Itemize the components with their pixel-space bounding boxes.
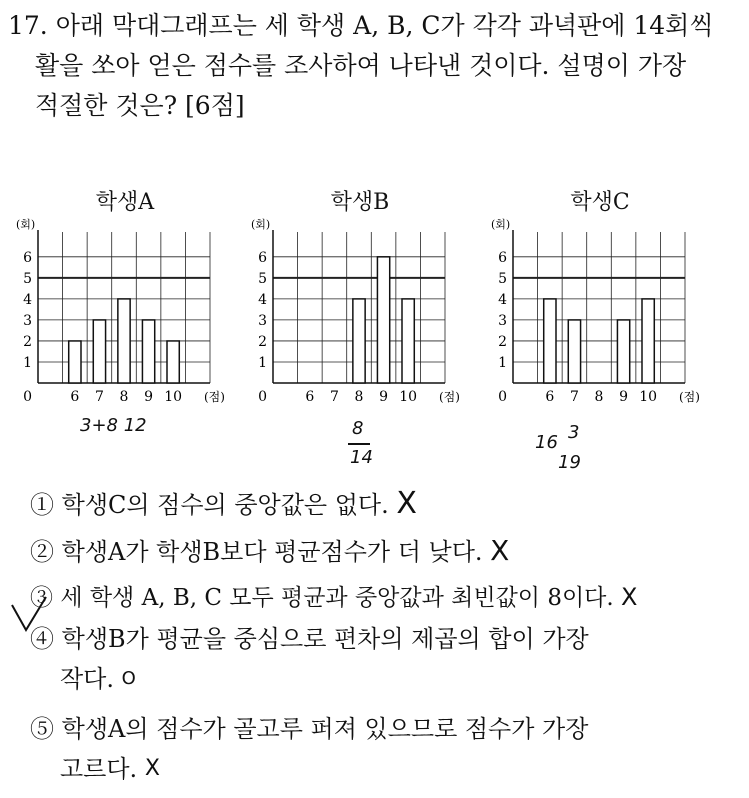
x-unit-label: (점) (204, 390, 225, 404)
y-axis-label: (회) (251, 218, 271, 231)
grading-mark: X (621, 583, 638, 611)
x-unit-label: (점) (439, 390, 460, 404)
bar-10 (402, 299, 414, 383)
option-text: 세 학생 A, B, C 모두 평균과 중앙값과 최빈값이 8이다. (60, 585, 614, 611)
x-tick-label: 9 (144, 389, 154, 405)
bar-9 (377, 257, 389, 383)
handwritten-note-c-c: 19 (558, 452, 581, 473)
y-tick-label: 4 (498, 291, 507, 308)
x-tick-label: 6 (305, 389, 315, 405)
y-tick-label: 4 (258, 291, 267, 308)
origin-label: 0 (23, 389, 32, 405)
x-tick-label: 6 (70, 389, 80, 405)
bar-6 (544, 299, 556, 383)
x-tick-label: 8 (354, 389, 364, 405)
y-tick-label: 1 (23, 354, 32, 371)
fraction-bar (348, 443, 370, 445)
bar-8 (118, 299, 130, 383)
y-tick-label: 6 (258, 249, 267, 266)
handwritten-note-a: 3+8 12 (80, 415, 147, 436)
y-axis-label: (회) (16, 218, 36, 231)
grading-mark: X (490, 534, 510, 567)
option-number: ② (30, 538, 54, 566)
grading-mark: O (121, 668, 136, 689)
bar-10 (167, 341, 179, 383)
option-3[interactable] (30, 578, 637, 617)
y-axis-label: (회) (491, 218, 511, 231)
y-tick-label: 5 (258, 270, 267, 287)
option-text: 학생A가 학생B보다 평균점수가 더 낮다. (61, 538, 483, 566)
option-2[interactable] (30, 532, 509, 571)
option-text: 학생A의 점수가 골고루 퍼져 있으므로 점수가 가장 (61, 715, 589, 743)
option-text-cont: 고르다. (60, 755, 138, 783)
option-1[interactable] (30, 485, 417, 524)
y-tick-label: 1 (498, 354, 507, 371)
chart-student-c (485, 185, 715, 420)
bar-8 (353, 299, 365, 383)
grading-mark: X (396, 486, 417, 521)
question-line-3: 적절한 것은? [6점] (35, 91, 245, 120)
option-text: 학생B가 평균을 중심으로 편차의 제곱의 합이 가장 (61, 625, 589, 653)
grading-mark: X (144, 756, 160, 781)
x-tick-label: 7 (94, 389, 104, 405)
y-tick-label: 1 (258, 354, 267, 371)
option-4[interactable] (30, 620, 589, 658)
handwritten-note-b-top: 8 (352, 418, 364, 439)
origin-label: 0 (258, 389, 267, 405)
option-4-continued (60, 660, 136, 698)
y-tick-label: 4 (23, 291, 32, 308)
bar-7 (568, 320, 580, 383)
bar-9 (617, 320, 629, 383)
y-tick-label: 2 (23, 333, 32, 350)
chart-svg (485, 185, 715, 420)
chart-title: 학생A (95, 190, 155, 215)
option-text-cont: 작다. (60, 665, 114, 693)
x-tick-label: 7 (329, 389, 339, 405)
option-number: ③ (30, 585, 53, 611)
chart-title: 학생C (570, 190, 630, 215)
option-number: ① (30, 491, 54, 519)
chart-title: 학생B (330, 190, 390, 215)
option-5[interactable] (30, 710, 588, 748)
question-text (8, 6, 743, 126)
question-line-1: 17. 아래 막대그래프는 세 학생 A, B, C가 각각 과녁판에 14회씩 (8, 11, 714, 40)
x-tick-label: 10 (399, 389, 418, 405)
chart-svg (245, 185, 475, 420)
chart-svg (10, 185, 240, 420)
y-tick-label: 3 (498, 312, 507, 329)
y-tick-label: 6 (498, 249, 507, 266)
y-tick-label: 2 (258, 333, 267, 350)
x-unit-label: (점) (679, 390, 700, 404)
option-text: 학생C의 점수의 중앙값은 없다. (61, 491, 389, 519)
y-tick-label: 5 (498, 270, 507, 287)
x-tick-label: 10 (164, 389, 183, 405)
x-tick-label: 8 (594, 389, 604, 405)
bar-7 (93, 320, 105, 383)
question-line-2: 활을 쏘아 얻은 점수를 조사하여 나타낸 것이다. 설명이 가장 (35, 51, 687, 80)
y-tick-label: 3 (258, 312, 267, 329)
handwritten-note-c-b: 3 (568, 422, 580, 443)
handwritten-note-c-a: 16 (535, 432, 558, 453)
y-tick-label: 6 (23, 249, 32, 266)
y-tick-label: 2 (498, 333, 507, 350)
x-tick-label: 9 (619, 389, 629, 405)
y-tick-label: 5 (23, 270, 32, 287)
option-number: ④ (30, 625, 54, 653)
option-number: ⑤ (30, 715, 54, 743)
x-tick-label: 7 (569, 389, 579, 405)
option-5-continued (60, 750, 160, 788)
chart-student-b (245, 185, 475, 420)
x-tick-label: 10 (639, 389, 658, 405)
y-tick-label: 3 (23, 312, 32, 329)
x-tick-label: 6 (545, 389, 555, 405)
bar-6 (69, 341, 81, 383)
bar-9 (142, 320, 154, 383)
chart-student-a (10, 185, 240, 420)
origin-label: 0 (498, 389, 507, 405)
bar-10 (642, 299, 654, 383)
x-tick-label: 9 (379, 389, 389, 405)
handwritten-note-b-bottom: 14 (350, 447, 373, 468)
x-tick-label: 8 (119, 389, 129, 405)
